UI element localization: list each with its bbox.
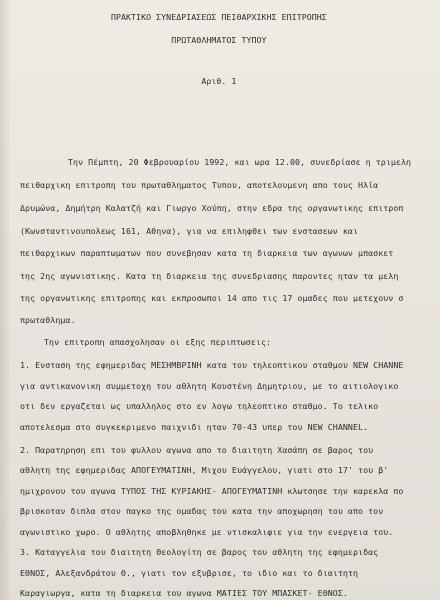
- paragraph-line: πρωταθλημα.: [20, 315, 76, 325]
- paragraph-line: της 2ης αγωνιστικης. Κατα τη διαρκεια της συνεδριασης παροντες ηταν τα μελη: [20, 271, 399, 281]
- paragraph-line: πειθαρχικη επιτροπη του πρωταθληματος Τυπου, αποτελουμενη απο τους Ηλία: [20, 180, 379, 190]
- case-1-line: 1. Ενσταση της εφημεριδας ΜΕΣΗΜΒΡΙΝΗ κατα του τηλεοπτικου σταθμου NEW CHANNE: [20, 360, 404, 370]
- case-3-line: Καραγιωργα, κατα τη διαρκεια του αγωνα ΜΑΤΙΕΣ ΤΟΥ ΜΠΑΣΚΕΤ- ΕΘΝΟΣ.: [20, 588, 348, 598]
- case-3-line: 3. Καταγγελια του διαιτητη Θεολογίτη σε βαρος του αθλητη της εφημεριδας: [20, 547, 379, 557]
- case-3-line: ΕΘΝΟΣ, Αλεξανδράτου Θ., γιατι τον εξυβρισε, το ιδιο και το διαιτητη: [20, 568, 359, 578]
- paragraph-line: της οργανωτικης επιτροπης και εκπροσωποι 14 απο τις 17 ομαδες που μετεχουν σ: [20, 293, 404, 303]
- case-2-line: βρισκοταν διπλα στον παγκο της ομαδας του κατα την αποχωρηση του απο τον: [20, 506, 384, 516]
- document-number: Αριθ. 1: [201, 76, 237, 86]
- cases-intro: Την επιτροπη απασχολησαν οι εξης περιπτωσεις:: [44, 337, 272, 347]
- case-2-line: ημιχρονου του αγωνα ΤΥΠΟΣ ΤΗΣ ΚΥΡΙΑΚΗΣ- ΑΠΟΓΕΥΜΑΤΙΝΗ κλωτσησε την καρεκλα πο: [20, 486, 404, 496]
- paragraph-line: (Κωνσταντινουπολεως 161, Αθηνα), για να επιληφθει των ενστασεων και: [20, 226, 359, 236]
- case-2-line: αγωνιστικο χωρο. Ο αθλητης αποβληθηκε με ντισκαλιφιε για την ενεργεια του.: [20, 527, 394, 537]
- case-1-line: οτι δεν εργαζεται ως υπαλληλος στο εν λογω τηλεοπτικο σταθμο. Το τελικο: [20, 401, 379, 411]
- paragraph-line: Δρυμώνα, Δημήτρη Καλατζή και Γιωργο Χούπη, στην εδρα της οργανωτικης επιτροπ: [20, 203, 404, 213]
- case-2-line: 2. Παρατηρηση επι του φυλλου αγωνα απο το διαιτητη Χασάπη σε βαρος του: [20, 445, 374, 455]
- case-1-line: για αντικανονικη συμμετοχη του αθλητη Κουστένη Δημητριου, με το αιτιολογικο: [20, 381, 399, 391]
- case-2-line: αθλητη της εφημεριδας ΑΠΟΓΕΥΜΑΤΙΝΗ, Μιχου Ευάγγελου, γιατι στο 17' του β': [20, 465, 389, 475]
- document-title: ΠΡΑΚΤΙΚΟ ΣΥΝΕΔΡΙΑΣΕΩΣ ΠΕΙΘΑΡΧΙΚΗΣ ΕΠΙΤΡΟΠΗΣ: [110, 12, 327, 22]
- page-edge-shadow: [0, 0, 12, 600]
- paragraph-line: Την Πέμπτη, 20 Φεβρουαρίου 1992, και ωρα 12.00, συνεδρίασε η τριμελη: [68, 157, 412, 167]
- document-subtitle: ΠΡΩΤΑΘΛΗΜΑΤΟΣ ΤΥΠΟΥ: [171, 35, 267, 45]
- paragraph-line: πειθαρχικων παραπτωματων που συνεβησαν κατα τη διαρκεια των αγωνων μπασκετ: [20, 248, 394, 258]
- case-1-line: αποτελεσμα στο συγκεκριμενο παιχνιδι ηταν 70-43 υπερ του NEW CHANNEL.: [20, 422, 369, 432]
